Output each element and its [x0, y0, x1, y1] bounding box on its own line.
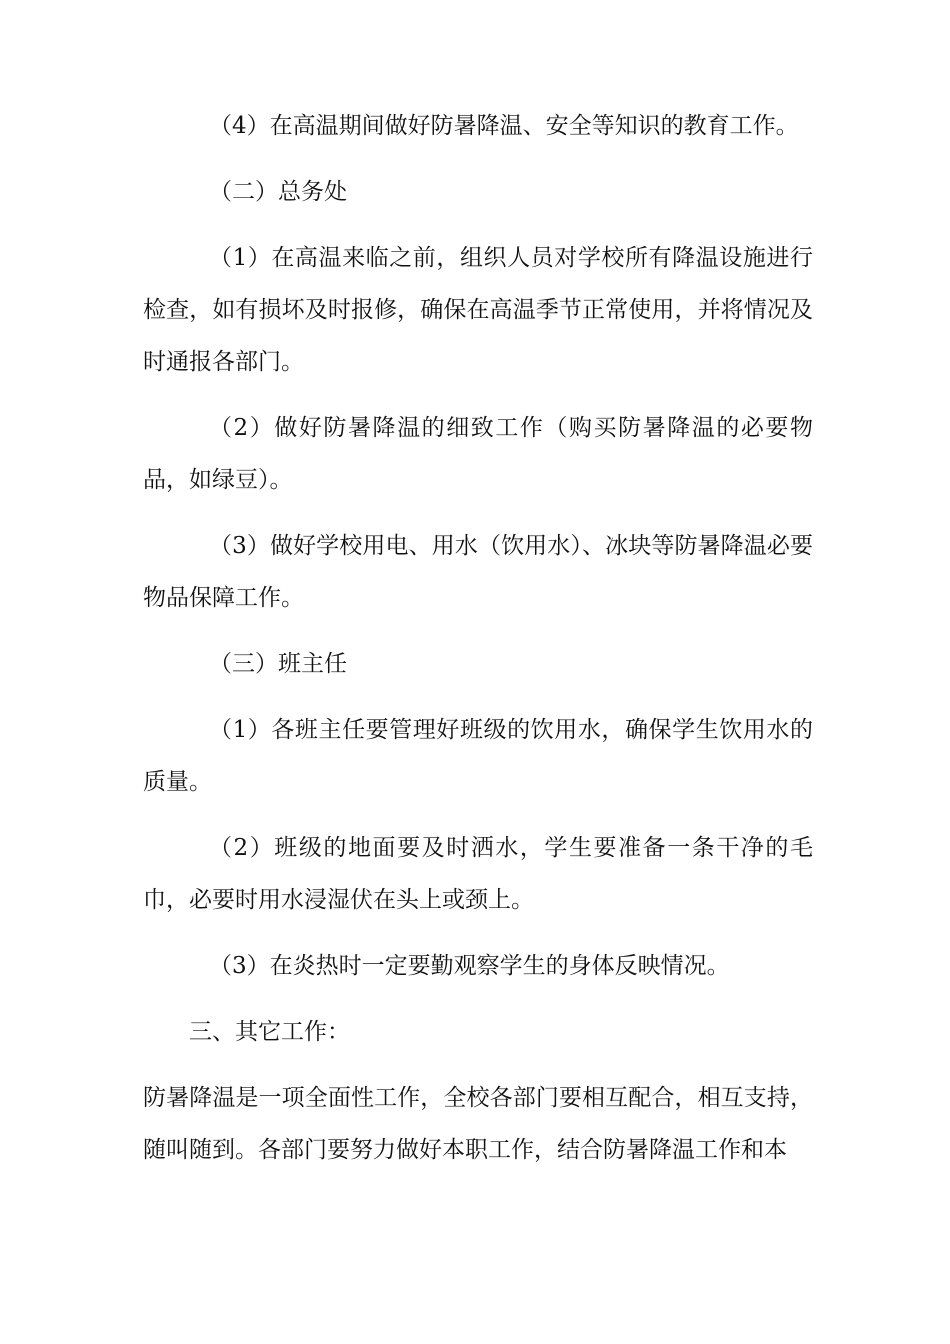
paragraph-floor-watering: （2）班级的地面要及时洒水，学生要准备一条干净的毛巾，必要时用水浸湿伏在头上或颈上。	[143, 835, 813, 913]
paragraph-facility-check: （1）在高温来临之前，组织人员对学校所有降温设施进行检查，如有损坏及时报修，确保在高温季节正常使用，并将情况及时通报各部门。	[143, 245, 813, 375]
paragraph-overall-cooperation: 防暑降温是一项全面性工作，全校各部门要相互配合，相互支持，随叫随到。各部门要努力做好本职工作，结合防暑降温工作和本	[143, 1085, 813, 1163]
paragraph-observe-students: （3）在炎热时一定要勤观察学生的身体反映情况。	[209, 953, 730, 979]
heading-other-work: 三、其它工作：	[189, 1019, 350, 1045]
paragraph-drinking-water: （1）各班主任要管理好班级的饮用水，确保学生饮用水的质量。	[143, 717, 813, 795]
paragraph-cooling-supplies: （2）做好防暑降温的细致工作（购买防暑降温的必要物品，如绿豆）。	[143, 415, 813, 493]
paragraph-education-work: （4）在高温期间做好防暑降温、安全等知识的教育工作。	[209, 113, 799, 139]
document-body	[143, 100, 813, 1176]
heading-general-affairs: （二）总务处	[209, 179, 347, 205]
heading-class-teacher: （三）班主任	[209, 651, 347, 677]
paragraph-utilities-guarantee: （3）做好学校用电、用水（饮用水）、冰块等防暑降温必要物品保障工作。	[143, 533, 813, 611]
